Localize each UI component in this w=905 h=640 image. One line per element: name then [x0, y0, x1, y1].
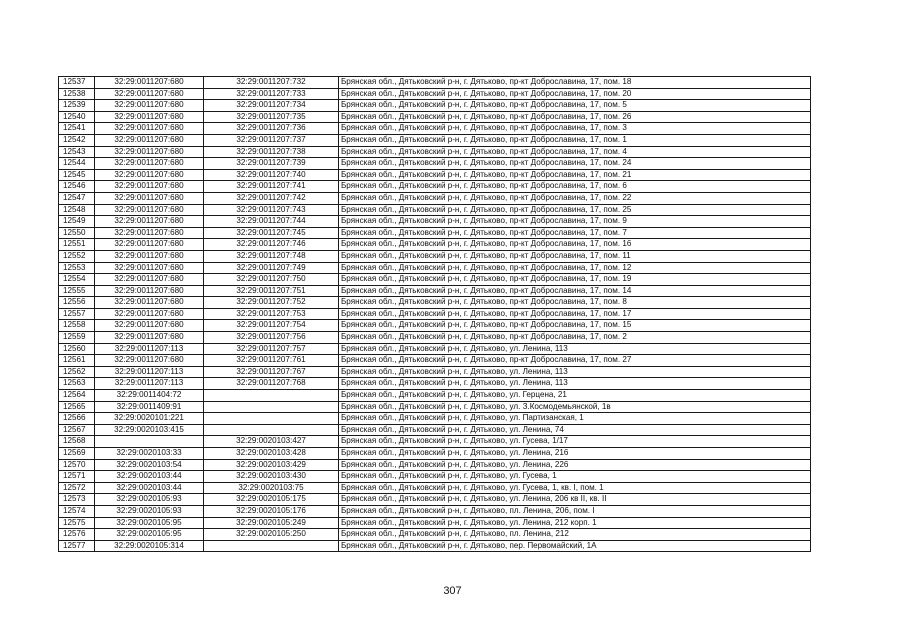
table-row [59, 181, 811, 193]
address-cell: Брянская обл., Дятьковский р-н, г. Дятьково, пр-кт Доброславина, 17, пом. 9 [339, 216, 811, 228]
address-cell: Брянская обл., Дятьковский р-н, г. Дятьково, пр-кт Доброславина, 17, пом. 14 [339, 285, 811, 297]
table-row [59, 471, 811, 483]
row-number-cell: 12548 [59, 204, 95, 216]
address-cell: Брянская обл., Дятьковский р-н, г. Дятьково, пр-кт Доброславина, 17, пом. 27 [339, 355, 811, 367]
row-number-cell: 12544 [59, 158, 95, 170]
address-cell: Брянская обл., Дятьковский р-н, г. Дятьково, ул. З.Космодемьянской, 1в [339, 401, 811, 413]
parent-cadastral-number-cell: 32:29:0020105:93 [95, 494, 204, 506]
parent-cadastral-number-cell: 32:29:0011207:113 [95, 366, 204, 378]
object-cadastral-number-cell: 32:29:0011207:751 [204, 285, 339, 297]
parent-cadastral-number-cell: 32:29:0011207:680 [95, 88, 204, 100]
parent-cadastral-number-cell: 32:29:0011207:680 [95, 216, 204, 228]
row-number-cell: 12560 [59, 343, 95, 355]
parent-cadastral-number-cell: 32:29:0011207:680 [95, 146, 204, 158]
address-cell: Брянская обл., Дятьковский р-н, г. Дятьково, пр-кт Доброславина, 17, пом. 1 [339, 134, 811, 146]
address-cell: Брянская обл., Дятьковский р-н, г. Дятьково, пр-кт Доброславина, 17, пом. 16 [339, 239, 811, 251]
address-cell: Брянская обл., Дятьковский р-н, г. Дятьково, ул. Ленина, 226 [339, 459, 811, 471]
table-row [59, 250, 811, 262]
row-number-cell: 12557 [59, 308, 95, 320]
row-number-cell: 12559 [59, 332, 95, 344]
table-row [59, 459, 811, 471]
address-cell: Брянская обл., Дятьковский р-н, г. Дятьково, пер. Первомайский, 1А [339, 540, 811, 552]
object-cadastral-number-cell: 32:29:0020103:75 [204, 482, 339, 494]
parent-cadastral-number-cell: 32:29:0011207:680 [95, 111, 204, 123]
row-number-cell: 12570 [59, 459, 95, 471]
parent-cadastral-number-cell: 32:29:0020103:54 [95, 459, 204, 471]
table-row [59, 204, 811, 216]
parent-cadastral-number-cell: 32:29:0020101:221 [95, 413, 204, 425]
address-cell: Брянская обл., Дятьковский р-н, г. Дятьково, ул. Гусева, 1/17 [339, 436, 811, 448]
table-row [59, 88, 811, 100]
address-cell: Брянская обл., Дятьковский р-н, г. Дятьково, ул. Ленина, 216 [339, 448, 811, 460]
object-cadastral-number-cell: 32:29:0020105:250 [204, 529, 339, 541]
row-number-cell: 12556 [59, 297, 95, 309]
row-number-cell: 12553 [59, 262, 95, 274]
address-cell: Брянская обл., Дятьковский р-н, г. Дятьково, пр-кт Доброславина, 17, пом. 22 [339, 192, 811, 204]
object-cadastral-number-cell: 32:29:0011207:743 [204, 204, 339, 216]
object-cadastral-number-cell: 32:29:0011207:741 [204, 181, 339, 193]
table-row [59, 343, 811, 355]
parent-cadastral-number-cell: 32:29:0011207:680 [95, 297, 204, 309]
table-row [59, 100, 811, 112]
parent-cadastral-number-cell: 32:29:0011207:680 [95, 332, 204, 344]
table-row [59, 448, 811, 460]
row-number-cell: 12555 [59, 285, 95, 297]
row-number-cell: 12537 [59, 77, 95, 89]
address-cell: Брянская обл., Дятьковский р-н, г. Дятьково, пл. Ленина, 206, пом. I [339, 505, 811, 517]
object-cadastral-number-cell [204, 401, 339, 413]
object-cadastral-number-cell: 32:29:0011207:752 [204, 297, 339, 309]
parent-cadastral-number-cell: 32:29:0011207:680 [95, 158, 204, 170]
object-cadastral-number-cell: 32:29:0011207:748 [204, 250, 339, 262]
row-number-cell: 12563 [59, 378, 95, 390]
address-cell: Брянская обл., Дятьковский р-н, г. Дятьково, пр-кт Доброславина, 17, пом. 11 [339, 250, 811, 262]
address-cell: Брянская обл., Дятьковский р-н, г. Дятьково, ул. Ленина, 113 [339, 343, 811, 355]
address-cell: Брянская обл., Дятьковский р-н, г. Дятьково, пр-кт Доброславина, 17, пом. 19 [339, 274, 811, 286]
row-number-cell: 12538 [59, 88, 95, 100]
object-cadastral-number-cell: 32:29:0011207:757 [204, 343, 339, 355]
parent-cadastral-number-cell: 32:29:0011207:680 [95, 250, 204, 262]
table-row [59, 332, 811, 344]
row-number-cell: 12573 [59, 494, 95, 506]
table-row [59, 134, 811, 146]
table-row [59, 227, 811, 239]
table-row [59, 366, 811, 378]
parent-cadastral-number-cell: 32:29:0011207:680 [95, 169, 204, 181]
row-number-cell: 12575 [59, 517, 95, 529]
parent-cadastral-number-cell: 32:29:0011207:680 [95, 262, 204, 274]
row-number-cell: 12562 [59, 366, 95, 378]
row-number-cell: 12576 [59, 529, 95, 541]
object-cadastral-number-cell: 32:29:0020103:429 [204, 459, 339, 471]
table-row [59, 424, 811, 436]
table-row [59, 355, 811, 367]
table-row [59, 285, 811, 297]
parent-cadastral-number-cell: 32:29:0011207:680 [95, 308, 204, 320]
registry-table-body [59, 77, 811, 552]
address-cell: Брянская обл., Дятьковский р-н, г. Дятьково, ул. Ленина, 206 кв II, кв. II [339, 494, 811, 506]
object-cadastral-number-cell: 32:29:0011207:738 [204, 146, 339, 158]
address-cell: Брянская обл., Дятьковский р-н, г. Дятьково, ул. Ленина, 113 [339, 378, 811, 390]
row-number-cell: 12554 [59, 274, 95, 286]
table-row [59, 308, 811, 320]
address-cell: Брянская обл., Дятьковский р-н, г. Дятьково, пр-кт Доброславина, 17, пом. 2 [339, 332, 811, 344]
object-cadastral-number-cell: 32:29:0020103:427 [204, 436, 339, 448]
parent-cadastral-number-cell: 32:29:0011207:680 [95, 134, 204, 146]
parent-cadastral-number-cell: 32:29:0011207:680 [95, 181, 204, 193]
table-row [59, 401, 811, 413]
address-cell: Брянская обл., Дятьковский р-н, г. Дятьково, пр-кт Доброславина, 17, пом. 12 [339, 262, 811, 274]
object-cadastral-number-cell [204, 413, 339, 425]
object-cadastral-number-cell: 32:29:0011207:744 [204, 216, 339, 228]
parent-cadastral-number-cell: 32:29:0011207:113 [95, 343, 204, 355]
address-cell: Брянская обл., Дятьковский р-н, г. Дятьково, пр-кт Доброславина, 17, пом. 18 [339, 77, 811, 89]
page-number: 307 [443, 585, 462, 597]
parent-cadastral-number-cell: 32:29:0011207:680 [95, 77, 204, 89]
parent-cadastral-number-cell: 32:29:0020105:93 [95, 505, 204, 517]
row-number-cell: 12541 [59, 123, 95, 135]
table-row [59, 517, 811, 529]
object-cadastral-number-cell: 32:29:0011207:736 [204, 123, 339, 135]
address-cell: Брянская обл., Дятьковский р-н, г. Дятьково, пр-кт Доброславина, 17, пом. 20 [339, 88, 811, 100]
address-cell: Брянская обл., Дятьковский р-н, г. Дятьково, пр-кт Доброславина, 17, пом. 7 [339, 227, 811, 239]
address-cell: Брянская обл., Дятьковский р-н, г. Дятьково, пр-кт Доброславина, 17, пом. 15 [339, 320, 811, 332]
object-cadastral-number-cell: 32:29:0011207:756 [204, 332, 339, 344]
object-cadastral-number-cell: 32:29:0011207:733 [204, 88, 339, 100]
object-cadastral-number-cell: 32:29:0011207:767 [204, 366, 339, 378]
parent-cadastral-number-cell [95, 436, 204, 448]
row-number-cell: 12543 [59, 146, 95, 158]
row-number-cell: 12545 [59, 169, 95, 181]
row-number-cell: 12564 [59, 390, 95, 402]
table-row [59, 390, 811, 402]
row-number-cell: 12550 [59, 227, 95, 239]
row-number-cell: 12549 [59, 216, 95, 228]
address-cell: Брянская обл., Дятьковский р-н, г. Дятьково, ул. Гусева, 1 [339, 471, 811, 483]
object-cadastral-number-cell: 32:29:0020103:430 [204, 471, 339, 483]
row-number-cell: 12547 [59, 192, 95, 204]
table-row [59, 378, 811, 390]
parent-cadastral-number-cell: 32:29:0020105:95 [95, 517, 204, 529]
table-row [59, 529, 811, 541]
address-cell: Брянская обл., Дятьковский р-н, г. Дятьково, пр-кт Доброславина, 17, пом. 3 [339, 123, 811, 135]
row-number-cell: 12577 [59, 540, 95, 552]
parent-cadastral-number-cell: 32:29:0011207:680 [95, 320, 204, 332]
address-cell: Брянская обл., Дятьковский р-н, г. Дятьково, ул. Партизанская, 1 [339, 413, 811, 425]
table-row [59, 146, 811, 158]
registry-table [58, 76, 811, 552]
table-row [59, 77, 811, 89]
address-cell: Брянская обл., Дятьковский р-н, г. Дятьково, пр-кт Доброславина, 17, пом. 8 [339, 297, 811, 309]
parent-cadastral-number-cell: 32:29:0011207:680 [95, 227, 204, 239]
object-cadastral-number-cell: 32:29:0011207:732 [204, 77, 339, 89]
object-cadastral-number-cell: 32:29:0020105:249 [204, 517, 339, 529]
address-cell: Брянская обл., Дятьковский р-н, г. Дятьково, пр-кт Доброславина, 17, пом. 25 [339, 204, 811, 216]
row-number-cell: 12565 [59, 401, 95, 413]
row-number-cell: 12574 [59, 505, 95, 517]
row-number-cell: 12552 [59, 250, 95, 262]
object-cadastral-number-cell: 32:29:0011207:753 [204, 308, 339, 320]
parent-cadastral-number-cell: 32:29:0020105:95 [95, 529, 204, 541]
row-number-cell: 12561 [59, 355, 95, 367]
table-row [59, 540, 811, 552]
table-row [59, 413, 811, 425]
parent-cadastral-number-cell: 32:29:0011207:680 [95, 100, 204, 112]
parent-cadastral-number-cell: 32:29:0011207:680 [95, 204, 204, 216]
parent-cadastral-number-cell: 32:29:0011409:91 [95, 401, 204, 413]
address-cell: Брянская обл., Дятьковский р-н, г. Дятьково, пр-кт Доброславина, 17, пом. 4 [339, 146, 811, 158]
parent-cadastral-number-cell: 32:29:0011207:680 [95, 355, 204, 367]
address-cell: Брянская обл., Дятьковский р-н, г. Дятьково, пр-кт Доброславина, 17, пом. 26 [339, 111, 811, 123]
row-number-cell: 12568 [59, 436, 95, 448]
address-cell: Брянская обл., Дятьковский р-н, г. Дятьково, ул. Ленина, 212 корп. 1 [339, 517, 811, 529]
address-cell: Брянская обл., Дятьковский р-н, г. Дятьково, ул. Герцена, 21 [339, 390, 811, 402]
table-row [59, 505, 811, 517]
object-cadastral-number-cell [204, 540, 339, 552]
object-cadastral-number-cell: 32:29:0011207:750 [204, 274, 339, 286]
parent-cadastral-number-cell: 32:29:0011207:680 [95, 274, 204, 286]
table-row [59, 169, 811, 181]
object-cadastral-number-cell: 32:29:0020105:176 [204, 505, 339, 517]
parent-cadastral-number-cell: 32:29:0011404:72 [95, 390, 204, 402]
row-number-cell: 12551 [59, 239, 95, 251]
row-number-cell: 12571 [59, 471, 95, 483]
table-row [59, 262, 811, 274]
address-cell: Брянская обл., Дятьковский р-н, г. Дятьково, ул. Гусева, 1, кв. I, пом. 1 [339, 482, 811, 494]
object-cadastral-number-cell: 32:29:0011207:746 [204, 239, 339, 251]
object-cadastral-number-cell [204, 390, 339, 402]
row-number-cell: 12542 [59, 134, 95, 146]
address-cell: Брянская обл., Дятьковский р-н, г. Дятьково, пр-кт Доброславина, 17, пом. 5 [339, 100, 811, 112]
parent-cadastral-number-cell: 32:29:0011207:680 [95, 239, 204, 251]
object-cadastral-number-cell: 32:29:0011207:735 [204, 111, 339, 123]
parent-cadastral-number-cell: 32:29:0011207:113 [95, 378, 204, 390]
parent-cadastral-number-cell: 32:29:0011207:680 [95, 192, 204, 204]
object-cadastral-number-cell: 32:29:0011207:734 [204, 100, 339, 112]
table-row [59, 274, 811, 286]
table-row [59, 297, 811, 309]
row-number-cell: 12558 [59, 320, 95, 332]
table-row [59, 158, 811, 170]
object-cadastral-number-cell: 32:29:0011207:740 [204, 169, 339, 181]
object-cadastral-number-cell: 32:29:0011207:737 [204, 134, 339, 146]
table-row [59, 111, 811, 123]
row-number-cell: 12540 [59, 111, 95, 123]
table-row [59, 320, 811, 332]
table-row [59, 123, 811, 135]
object-cadastral-number-cell: 32:29:0020103:428 [204, 448, 339, 460]
object-cadastral-number-cell: 32:29:0011207:739 [204, 158, 339, 170]
table-row [59, 239, 811, 251]
address-cell: Брянская обл., Дятьковский р-н, г. Дятьково, пр-кт Доброславина, 17, пом. 21 [339, 169, 811, 181]
object-cadastral-number-cell: 32:29:0011207:745 [204, 227, 339, 239]
address-cell: Брянская обл., Дятьковский р-н, г. Дятьково, ул. Ленина, 113 [339, 366, 811, 378]
parent-cadastral-number-cell: 32:29:0020103:33 [95, 448, 204, 460]
address-cell: Брянская обл., Дятьковский р-н, г. Дятьково, пл. Ленина, 212 [339, 529, 811, 541]
parent-cadastral-number-cell: 32:29:0011207:680 [95, 285, 204, 297]
object-cadastral-number-cell [204, 424, 339, 436]
row-number-cell: 12567 [59, 424, 95, 436]
row-number-cell: 12569 [59, 448, 95, 460]
row-number-cell: 12539 [59, 100, 95, 112]
table-row [59, 482, 811, 494]
row-number-cell: 12566 [59, 413, 95, 425]
parent-cadastral-number-cell: 32:29:0020103:415 [95, 424, 204, 436]
row-number-cell: 12572 [59, 482, 95, 494]
object-cadastral-number-cell: 32:29:0011207:742 [204, 192, 339, 204]
table-row [59, 494, 811, 506]
address-cell: Брянская обл., Дятьковский р-н, г. Дятьково, пр-кт Доброславина, 17, пом. 6 [339, 181, 811, 193]
table-row [59, 216, 811, 228]
address-cell: Брянская обл., Дятьковский р-н, г. Дятьково, пр-кт Доброславина, 17, пом. 24 [339, 158, 811, 170]
address-cell: Брянская обл., Дятьковский р-н, г. Дятьково, пр-кт Доброславина, 17, пом. 17 [339, 308, 811, 320]
object-cadastral-number-cell: 32:29:0011207:768 [204, 378, 339, 390]
table-row [59, 436, 811, 448]
object-cadastral-number-cell: 32:29:0020105:175 [204, 494, 339, 506]
parent-cadastral-number-cell: 32:29:0020105:314 [95, 540, 204, 552]
object-cadastral-number-cell: 32:29:0011207:749 [204, 262, 339, 274]
table-row [59, 192, 811, 204]
row-number-cell: 12546 [59, 181, 95, 193]
parent-cadastral-number-cell: 32:29:0020103:44 [95, 471, 204, 483]
object-cadastral-number-cell: 32:29:0011207:761 [204, 355, 339, 367]
address-cell: Брянская обл., Дятьковский р-н, г. Дятьково, ул. Ленина, 74 [339, 424, 811, 436]
object-cadastral-number-cell: 32:29:0011207:754 [204, 320, 339, 332]
parent-cadastral-number-cell: 32:29:0011207:680 [95, 123, 204, 135]
parent-cadastral-number-cell: 32:29:0020103:44 [95, 482, 204, 494]
